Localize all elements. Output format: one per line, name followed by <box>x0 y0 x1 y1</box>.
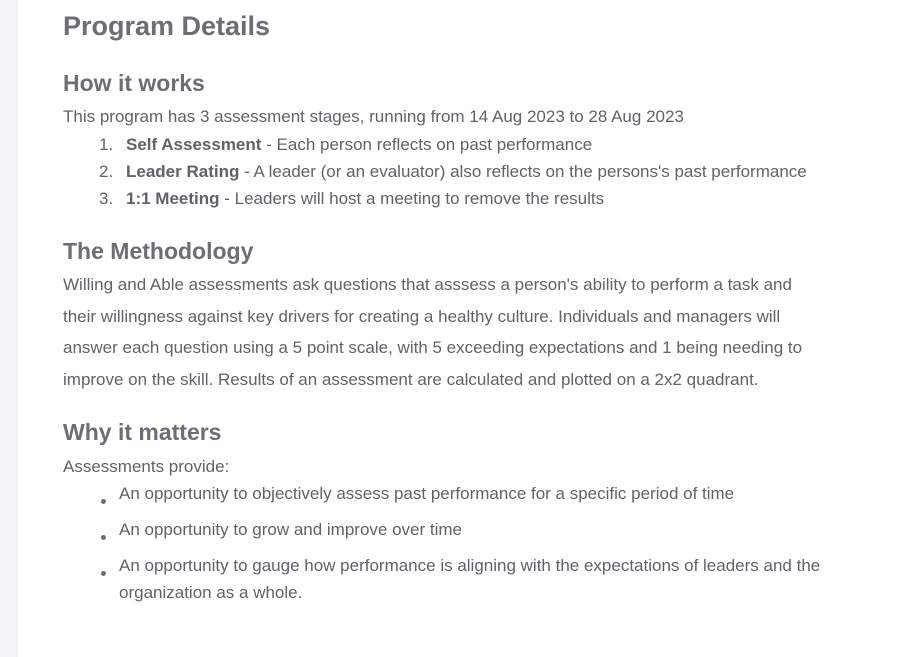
how-it-works-heading: How it works <box>63 70 205 96</box>
benefit-text: An opportunity to objectively assess past performance for a specific period of time <box>119 484 735 503</box>
methodology-paragraph <box>63 269 863 396</box>
stage-name: Self Assessment <box>126 135 262 154</box>
stage-description: A leader (or an evaluator) also reflects on the persons's past performance <box>253 162 807 181</box>
stage-number: 1. <box>99 135 114 154</box>
stage-number: 2. <box>99 162 114 181</box>
stage-number: 3. <box>99 189 114 208</box>
stage-separator: - <box>219 189 235 208</box>
methodology-line: Willing and Able assessments ask questions that asssess a person's ability to perform a task and <box>63 275 792 294</box>
benefits-list <box>63 480 871 615</box>
list-item <box>63 552 871 606</box>
stage-description: Leaders will host a meeting to remove the results <box>234 189 605 208</box>
stage-item <box>63 185 807 212</box>
methodology-line: improve on the skill. Results of an assessment are calculated and plotted on a 2x2 quadrant. <box>63 370 759 390</box>
page-title: Program Details <box>63 11 271 41</box>
methodology-line: answer each question using a 5 point scale, with 5 exceeding expectations and 1 being needing to <box>63 338 803 358</box>
benefit-text: An opportunity to gauge how performance is aligning with the expectations of leaders and the organization as a whole. <box>119 556 821 602</box>
benefit-text: An opportunity to grow and improve over time <box>119 520 463 539</box>
methodology-line: their willingness against key drivers for creating a healthy culture. Individuals and managers will <box>63 306 781 326</box>
how-it-works-intro: This program has 3 assessment stages, running from 14 Aug 2023 to 28 Aug 2023 <box>63 107 684 126</box>
stage-name: 1:1 Meeting <box>126 189 220 208</box>
methodology-heading: The Methodology <box>63 238 254 264</box>
why-it-matters-heading: Why it matters <box>63 419 222 445</box>
bullet-icon <box>101 499 106 504</box>
list-item <box>63 516 871 543</box>
left-rail <box>0 0 18 657</box>
bullet-icon <box>101 535 106 540</box>
stage-separator: - <box>239 162 254 181</box>
assessment-stages-list <box>63 131 807 212</box>
stage-description: Each person reflects on past performance <box>276 135 593 154</box>
stage-item <box>63 131 807 158</box>
why-it-matters-intro: Assessments provide: <box>63 457 230 476</box>
bullet-icon <box>101 571 106 576</box>
stage-item <box>63 158 807 185</box>
list-item <box>63 480 871 507</box>
stage-separator: - <box>261 135 277 154</box>
stage-name: Leader Rating <box>126 162 240 181</box>
